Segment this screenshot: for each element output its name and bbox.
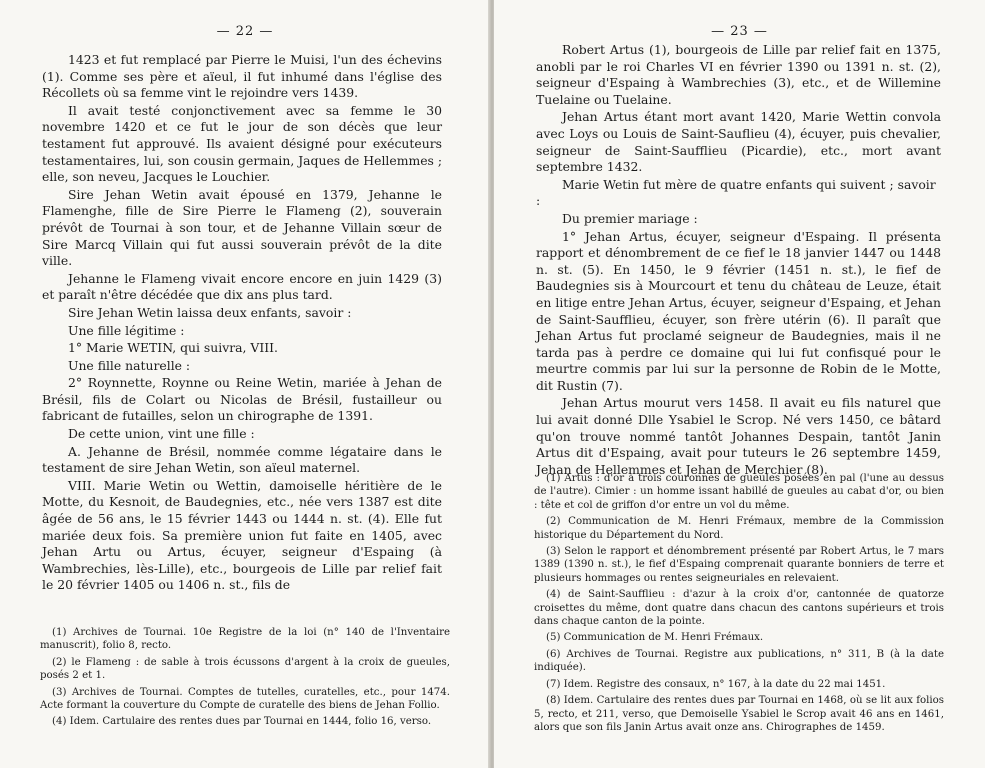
- right-page: [494, 0, 985, 768]
- paragraph: Une fille naturelle :: [68, 357, 191, 373]
- footnote: (7) Idem. Registre des consaux, n° 167, à la date du 22 mai 1451.: [546, 678, 886, 690]
- paragraph: 1° Marie WETIN, qui suivra, VIII.: [68, 340, 278, 356]
- paragraph: Du premier mariage :: [562, 210, 698, 226]
- paragraph: Sire Jehan Wetin avait épousé en 1379, Jehanne le Flamenghe, fille de Sire Pierre le Flameng (2), souverain prévôt de Tournai à son tour, et de Jehanne Villain sœur de Sire Marcq Villain qui fut aussi souverain prévôt de la dite ville.: [42, 186, 442, 269]
- footnote: (6) Archives de Tournai. Registre aux publications, n° 311, B (à la date indiquée).: [534, 648, 944, 674]
- paragraph: 1423 et fut remplacé par Pierre le Muisi, l'un des échevins (1). Comme ses père et aïeul, il fut inhumé dans l'église des Récollets où sa femme vint le rejoindre vers 1439.: [42, 52, 442, 101]
- paragraph: Robert Artus (1), bourgeois de Lille par relief fait en 1375, anobli par le roi Charles VI en février 1390 ou 1391 n. st. (2), seigneur d'Espaing à Wambrechies (3), etc., et de Willemine Tuelaine ou Tuelaine.: [536, 42, 941, 107]
- right-page-body: [536, 42, 941, 479]
- footnote: (4) de Saint-Saufflieu : d'azur à la croix d'or, cantonnée de quatorze croisettes du même, dont quatre dans chacun des cantons supérieurs et trois dans chaque canton de la pointe.: [534, 589, 944, 628]
- paragraph: Jehan Artus étant mort avant 1420, Marie Wettin convola avec Loys ou Louis de Saint-Sauflieu (4), écuyer, puis chevalier, seigneur de Saint-Saufflieu (Picardie), etc., mort avant septembre 1432.: [536, 109, 941, 175]
- footnote: (2) Communication de M. Henri Frémaux, membre de la Commission historique du Département du Nord.: [534, 516, 944, 541]
- footnote: (4) Idem. Cartulaire des rentes dues par Tournai en 1444, folio 16, verso.: [52, 716, 432, 728]
- paragraph: 1° Jehan Artus, écuyer, seigneur d'Espaing. Il présenta rapport et dénombrement de ce fief le 18 janvier 1447 ou 1448 n. st. (5). En 1450, le 9 février (1451 n. st.), le fief de Baudegnies sis à Mourcourt et tenu du château de Leuze, était en litige entre Jehan Artus, écuyer, seigneur d'Espaing, et Jehan de Saint-Saufflieu, écuyer, son frère utérin (6). Il paraît que Jehan Artus fut proclamé seigneur de Baudegnies, mais il ne tarda pas à perdre ce domaine qui lui fut confisqué pour le meurtre commis par lui sur la personne de Robin de le Motte, dit Rustin (7).: [536, 228, 941, 393]
- paragraph: Marie Wetin fut mère de quatre enfants qui suivent ; savoir :: [536, 176, 936, 209]
- left-page-number: — 22 —: [216, 24, 274, 39]
- footnote: (5) Communication de M. Henri Frémaux.: [546, 632, 764, 644]
- paragraph: VIII. Marie Wetin ou Wettin, damoiselle héritière de le Motte, du Kesnoit, de Baudegnies, etc., née vers 1387 est dite âgée de 56 ans, le 15 février 1443 ou 1444 n. st. (4). Elle fut mariée deux fois. Sa première union fut faite en 1405, avec Jehan Artu ou Artus, écuyer, seigneur d'Espaing (à Wambrechies, lès-Lille), etc., bourgeois de Lille par relief fait le 20 février 1405 ou 1406 n. st., fils de: [42, 477, 442, 593]
- paragraph: Une fille légitime :: [68, 322, 185, 338]
- paragraph: Il avait testé conjonctivement avec sa femme le 30 novembre 1420 et ce fut le jour de son décès que leur testament fut approuvé. Ils avaient désigné pour exécuteurs testamentaires, lui, son cousin germain, Jaques de Hellemmes ; elle, son neveu, Jacques le Louchier.: [42, 102, 443, 185]
- footnote: (3) Selon le rapport et dénombrement présenté par Robert Artus, le 7 mars 1389 (1390 n. st.), le fief d'Espaing comprenait quarante bonniers de terre et plusieurs hommages ou rentes seigneuriales en relevaient.: [534, 546, 944, 584]
- left-page-footnotes: [40, 626, 450, 732]
- paragraph: 2° Roynnette, Roynne ou Reine Wetin, mariée à Jehan de Brésil, fils de Colart ou Nicolas de Brésil, fustailleur ou fabricant de futailles, selon un chirographe de 1391.: [42, 375, 442, 424]
- right-page-number: — 23 —: [711, 24, 768, 39]
- footnote: (8) Idem. Cartulaire des rentes dues par Tournai en 1468, où se lit aux folios 5, recto, et 211, verso, que Demoiselle Ysabiel le Scrop avait 46 ans en 1461, alors que son fils Janin Artus avait onze ans. Chirographes de 1459.: [534, 695, 944, 733]
- left-page-body: [42, 52, 442, 595]
- paragraph: Jehanne le Flameng vivait encore encore en juin 1429 (3) et paraît n'être décédée que dix ans plus tard.: [42, 270, 442, 303]
- paragraph: Sire Jehan Wetin laissa deux enfants, savoir :: [68, 304, 352, 320]
- left-page: [0, 0, 490, 768]
- right-page-footnotes: [534, 472, 944, 737]
- footnote: (1) Artus : d'or à trois couronnes de gueules posées en pal (l'une au dessus de l'autre). Cimier : un homme issant habillé de gueules au cabat d'or, ou bien : tête et col de griffon d'or entre un vol du même.: [534, 473, 944, 511]
- footnote: (1) Archives de Tournai. 10e Registre de la loi (n° 140 de l'Inventaire manuscrit), folio 8, recto.: [40, 627, 450, 652]
- paragraph: A. Jehanne de Brésil, nommée comme légataire dans le testament de sire Jehan Wetin, son aïeul maternel.: [42, 443, 442, 476]
- paragraph: De cette union, vint une fille :: [68, 426, 255, 442]
- paragraph: Jehan Artus mourut vers 1458. Il avait eu fils naturel que lui avait donné Dlle Ysabiel le Scrop. Né vers 1450, ce bâtard qu'on trouve nommé tantôt Johannes Despain, tantôt Janin Artus dit d'Espaing, avait pour tuteurs le 26 septembre 1459, Jehan de Hellemmes et Jehan de Merchier (8).: [536, 395, 941, 477]
- footnote: (2) le Flameng : de sable à trois écussons d'argent à la croix de gueules, posés 2 et 1.: [40, 656, 450, 682]
- footnote: (3) Archives de Tournai. Comptes de tutelles, curatelles, etc., pour 1474. Acte formant la couverture du Compte de curatelle des biens de Jehan Follio.: [40, 686, 450, 712]
